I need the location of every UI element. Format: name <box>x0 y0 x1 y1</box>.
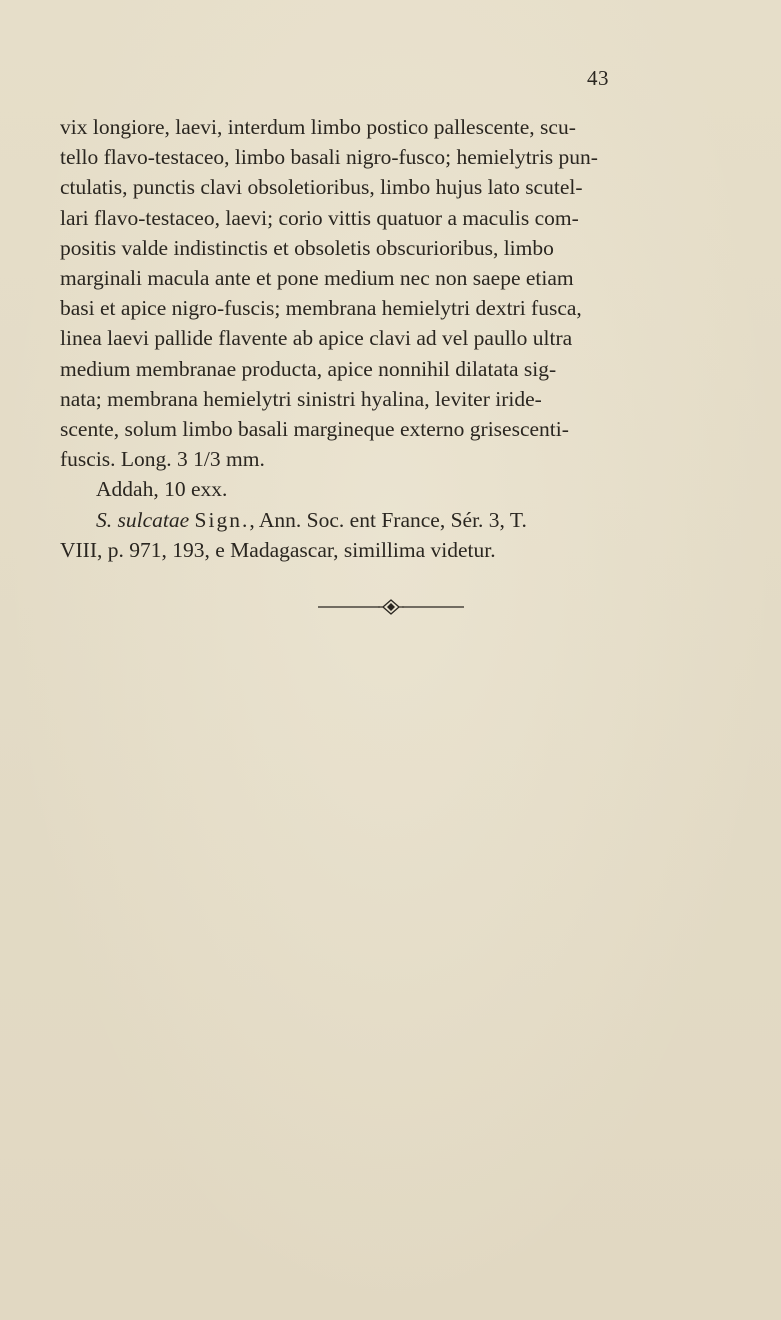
text-line-3: ctulatis, punctis clavi obsoletioribus, limbo hujus lato scutel- <box>60 175 583 200</box>
text-line-2: tello flavo-testaceo, limbo basali nigro-fusco; hemielytris pun- <box>60 145 598 170</box>
text-line-12 <box>60 444 710 474</box>
text-line-8: linea laevi pallide flavente ab apice clavi ad vel paullo ultra <box>60 326 573 351</box>
author-name: Sign. <box>194 507 250 532</box>
reference-line <box>60 505 710 535</box>
text-line-10: nata; membrana hemielytri sinistri hyalina, leviter iride- <box>60 386 542 411</box>
text-line-5: positis valde indistinctis et obsoletis obscurioribus, limbo <box>60 235 554 260</box>
length-fraction: 1/3 <box>193 447 221 472</box>
text-line-9: medium membranae producta, apice nonnihil dilatata sig- <box>60 356 557 381</box>
species-name: S. sulcatae <box>96 507 190 532</box>
text-line-4: lari flavo-testaceo, laevi; corio vittis quatuor a maculis com- <box>60 205 579 230</box>
text-line-1: vix longiore, laevi, interdum limbo postico pallescente, scu- <box>60 115 576 139</box>
text-line-15: VIII, p. 971, 193, e Madagascar, simillima videtur. <box>60 537 496 562</box>
reference-citation: , Ann. Soc. ent France, Sér. 3, T. <box>249 507 527 532</box>
length-text: fuscis. Long. 3 <box>60 447 194 472</box>
locality-line: Addah, 10 exx. <box>96 477 228 502</box>
text-line-6: marginali macula ante et pone medium nec non saepe etiam <box>60 266 574 291</box>
text-line-11: scente, solum limbo basali margineque externo grisescenti- <box>60 417 569 442</box>
diamond-rule-ornament-icon <box>318 599 464 615</box>
text-line-7: basi et apice nigro-fuscis; membrana hemielytri dextri fusca, <box>60 296 582 321</box>
page-number: 43 <box>587 66 609 90</box>
body-text <box>60 112 710 565</box>
length-unit: mm. <box>220 447 265 472</box>
